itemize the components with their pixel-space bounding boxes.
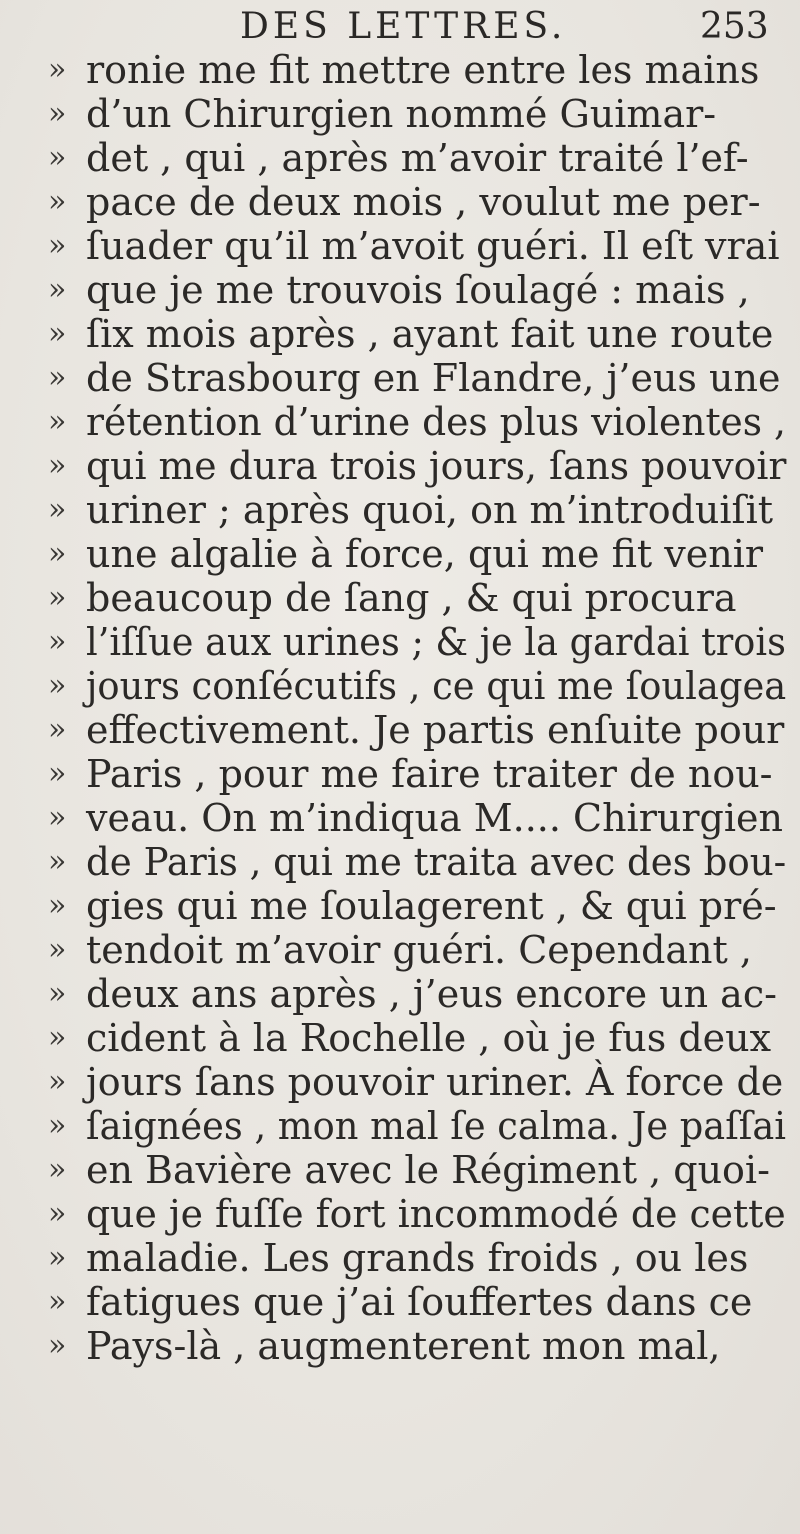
text-line: [0, 752, 800, 796]
line-text: det , qui , après m’avoir traité l’ef-: [86, 136, 749, 180]
quotation-mark: »: [48, 1108, 67, 1143]
line-text: ſix mois après , ayant fait une route: [86, 312, 774, 356]
quotation-mark: »: [48, 800, 67, 835]
line-text: pace de deux mois , voulut me per-: [86, 180, 761, 224]
quotation-mark: »: [48, 272, 67, 307]
text-line: [0, 972, 800, 1016]
quotation-mark: »: [48, 316, 67, 351]
quotation-mark: »: [48, 1196, 67, 1231]
line-text: fatigues que j’ai ſouffertes dans ce: [86, 1280, 753, 1324]
running-title: DES LETTRES.: [240, 6, 567, 47]
quotation-mark: »: [48, 668, 67, 703]
text-line: [0, 796, 800, 840]
line-text: uriner ; après quoi, on m’introduiſit: [86, 488, 774, 532]
quotation-mark: »: [48, 1240, 67, 1275]
text-line: [0, 488, 800, 532]
text-line: [0, 884, 800, 928]
line-text: ſaignées , mon mal ſe calma. Je paſſai: [86, 1104, 787, 1148]
line-text: l’iſſue aux urines ; & je la gardai trois: [86, 620, 786, 664]
text-line: [0, 268, 800, 312]
line-text: veau. On m’indiqua M.... Chirurgien: [86, 796, 783, 840]
line-text: deux ans après , j’eus encore un ac-: [86, 972, 777, 1016]
text-line: [0, 1236, 800, 1280]
text-line: [0, 356, 800, 400]
quotation-mark: »: [48, 712, 67, 747]
quotation-mark: »: [48, 360, 67, 395]
quotation-mark: »: [48, 404, 67, 439]
quotation-mark: »: [48, 844, 67, 879]
line-text: ſuader qu’il m’avoit guéri. Il eſt vrai: [86, 224, 780, 268]
line-text: que je me trouvois ſoulagé : mais ,: [86, 268, 750, 312]
line-text: maladie. Les grands froids , ou les: [86, 1236, 749, 1280]
line-text: rétention d’urine des plus violentes ,: [86, 400, 786, 444]
line-text: de Strasbourg en Flandre, j’eus une: [86, 356, 781, 400]
text-line: [0, 1104, 800, 1148]
quotation-mark: »: [48, 228, 67, 263]
quotation-mark: »: [48, 1020, 67, 1055]
line-text: tendoit m’avoir guéri. Cependant ,: [86, 928, 752, 972]
line-text: effectivement. Je partis enſuite pour: [86, 708, 785, 752]
quotation-mark: »: [48, 492, 67, 527]
quotation-mark: »: [48, 1152, 67, 1187]
quotation-mark: »: [48, 140, 67, 175]
text-line: [0, 1016, 800, 1060]
text-line: [0, 92, 800, 136]
line-text: qui me dura trois jours, ſans pouvoir: [86, 444, 787, 488]
quotation-mark: »: [48, 624, 67, 659]
quotation-mark: »: [48, 1284, 67, 1319]
quotation-mark: »: [48, 932, 67, 967]
line-text: ronie me fit mettre entre les mains: [86, 48, 760, 92]
text-line: [0, 708, 800, 752]
text-line: [0, 400, 800, 444]
line-text: en Bavière avec le Régiment , quoi-: [86, 1148, 770, 1192]
text-line: [0, 928, 800, 972]
line-text: que je fuſſe fort incommodé de cette: [86, 1192, 786, 1236]
line-text: beaucoup de ſang , & qui procura: [86, 576, 737, 620]
line-text: gies qui me ſoulagerent , & qui pré-: [86, 884, 777, 928]
quotation-mark: »: [48, 756, 67, 791]
text-line: [0, 1148, 800, 1192]
text-line: [0, 840, 800, 884]
line-text: cident à la Rochelle , où je fus deux: [86, 1016, 772, 1060]
line-text: jours conſécutifs , ce qui me ſoulagea: [86, 664, 787, 708]
quotation-mark: »: [48, 448, 67, 483]
page-number: 253: [700, 6, 769, 47]
line-text: de Paris , qui me traita avec des bou-: [86, 840, 787, 884]
quotation-mark: »: [48, 96, 67, 131]
line-text: Pays-là , augmenterent mon mal,: [86, 1324, 721, 1368]
text-line: [0, 312, 800, 356]
text-line: [0, 136, 800, 180]
quotation-mark: »: [48, 184, 67, 219]
text-line: [0, 620, 800, 664]
quotation-mark: »: [48, 1328, 67, 1363]
line-text: d’un Chirurgien nommé Guimar-: [86, 92, 717, 136]
text-line: [0, 576, 800, 620]
page-header: [0, 4, 800, 52]
line-text: jours ſans pouvoir uriner. À force de: [86, 1060, 784, 1104]
text-line: [0, 48, 800, 92]
quotation-mark: »: [48, 52, 67, 87]
line-text: une algalie à force, qui me fit venir: [86, 532, 764, 576]
text-line: [0, 444, 800, 488]
quotation-mark: »: [48, 1064, 67, 1099]
quotation-mark: »: [48, 976, 67, 1011]
line-text: Paris , pour me faire traiter de nou-: [86, 752, 773, 796]
text-line: [0, 1324, 800, 1368]
text-line: [0, 1192, 800, 1236]
text-line: [0, 180, 800, 224]
text-line: [0, 224, 800, 268]
quotation-mark: »: [48, 536, 67, 571]
text-line: [0, 1060, 800, 1104]
text-line: [0, 532, 800, 576]
quotation-mark: »: [48, 580, 67, 615]
text-line: [0, 664, 800, 708]
text-line: [0, 1280, 800, 1324]
quotation-mark: »: [48, 888, 67, 923]
